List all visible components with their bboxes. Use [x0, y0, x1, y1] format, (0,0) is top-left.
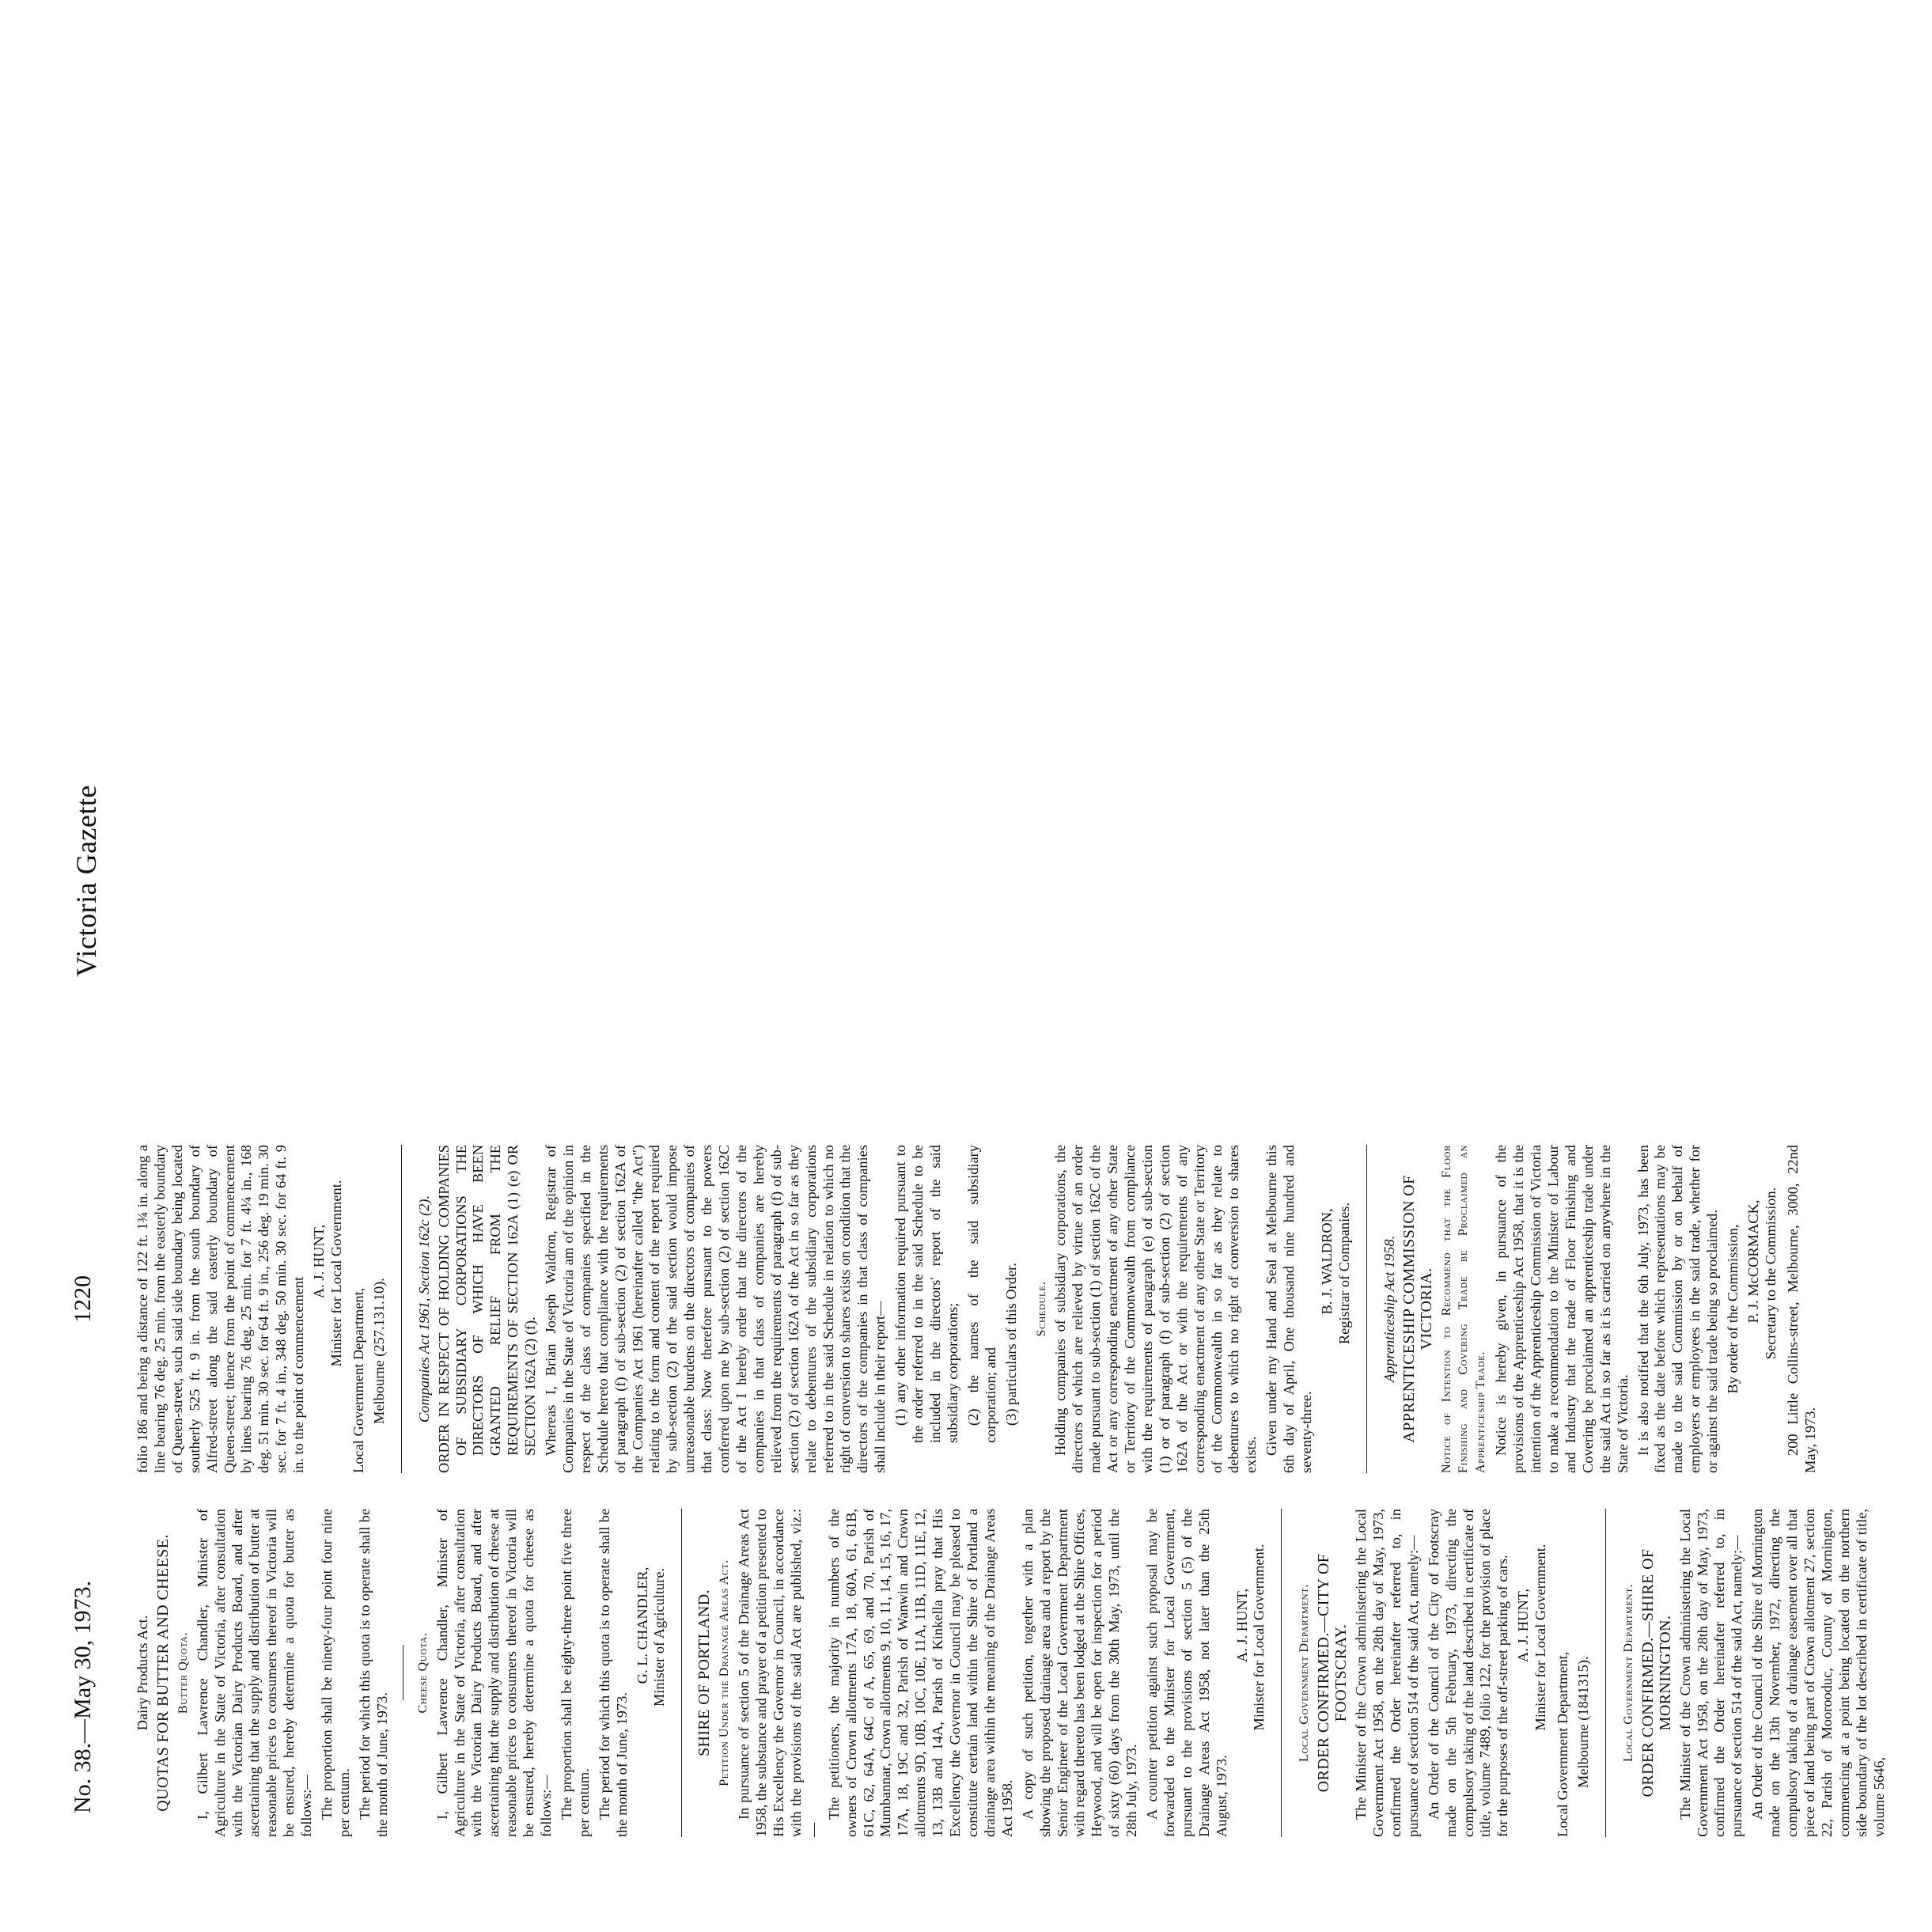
column-right-empty: [134, 781, 1891, 1109]
mornington-paragraph-1: The Minister of the Crown administering the Local Government Act 1958, on the 28th day of May, 1973, confirmed the Order hereinafter referred to, in pursuance of section 514 of the said Act, namely:—: [1676, 1509, 1745, 1837]
companies-act-reference: Companies Act 1961, Section 162c (2).: [415, 1195, 432, 1423]
butter-quota-heading: Butter Quota.: [176, 1631, 190, 1714]
mornington-title: ORDER CONFIRMED.—SHIRE OF MORNINGTON.: [1638, 1548, 1674, 1798]
cheese-proportion: The proportion shall be eighty-three point five three per centum.: [558, 1509, 592, 1837]
companies-order-title: ORDER IN RESPECT OF HOLDING COMPANIES OF SUBSIDIARY CORPORATIONS THE DIRECTORS OF WHICH HAVE BEEN GRANTED RELIEF FROM THE REQUIREMENTS OF SECTION 162A (1) (e) OR SECTION 162A (2) (f).: [435, 1145, 539, 1473]
dairy-quota-title: QUOTAS FOR BUTTER AND CHEESE.: [153, 1534, 172, 1812]
column-middle: [134, 1145, 1891, 1473]
schedule-heading: Schedule.: [1034, 1281, 1048, 1337]
portland-paragraph-1: In pursuance of section 5 of the Drainage Areas Act 1958, the substance and prayer of a petition presented to His Excellency the Governor in Council, in accordance with the provisions of the said Act are published, viz.:—: [736, 1509, 821, 1837]
footscray-address-line-2: Melbourne (1841315).: [1574, 1656, 1591, 1788]
easement-signatory: A. J. HUNT,: [311, 1224, 328, 1299]
portland-paragraph-2: The petitioners, the majority in numbers of the owners of Crown allotments 17A, 18, 60A, 61, 61B, 61C, 62, 64A, 64C of A, 65, 69, and 70, Parish of Mumbannar, Crown allotments 9, 10, 11, 14, 15, 16, 17, 17A, 18, 19C and 32, Parish of Wanwin and Crown allotments 9D, 10B, 10C, 10E, 11A, 11B, 11D, 11E, 12, 13, 13B and 14A, Parish of Kinkella pray that His Excellency the Governor in Council may be pleased to constitute certain land within the Shire of Portland a drainage area within the meaning of the Drainage Areas Act 1958.: [825, 1509, 1015, 1837]
apprenticeship-address-date: 200 Little Collins-street, Melbourne, 3000, 22nd May, 1973.: [1784, 1145, 1818, 1473]
publication-title: Victoria Gazette: [70, 785, 102, 977]
portland-minister-title: Minister for Local Government.: [1251, 1544, 1267, 1731]
easement-address-line-1: Local Government Department,: [350, 1287, 366, 1473]
report-condition-2: (2) the names of the said subsidiary corporation; and: [964, 1145, 998, 1443]
divider-long: [401, 1145, 402, 1473]
apprenticeship-order-line: By order of the Commission,: [1725, 1224, 1741, 1394]
issue-number-date: No. 38.—May 30, 1973.: [70, 1580, 96, 1813]
divider-long: [1366, 1145, 1367, 1473]
report-condition-3: (3) particulars of this Order.: [1002, 1263, 1019, 1426]
apprenticeship-commission-title: APPRENTICESHIP COMMISSION OF VICTORIA.: [1400, 1175, 1435, 1443]
footscray-department: Local Government Department.: [1297, 1584, 1312, 1763]
footscray-address-line-1: Local Government Department,: [1555, 1651, 1571, 1837]
easement-minister-title: Minister for Local Government.: [328, 1180, 344, 1367]
companies-order-paragraph: Whereas I, Brian Joseph Waldron, Registrar of Companies in the State of Victoria am of the opinion in respect of the class of companies specified in the Schedule hereto that compliance with the requirements of paragraph (f) of sub-section (2) of section 162A of the Companies Act 1961 (hereinafter called "the Act") relating to the form and content of the report required by sub-section (2) of the said section would impose unreasonable burdens on the directors of companies of that class: Now therefore pursuant to the powers conferred upon me by sub-section (2) of section 162C of the Act I hereby order that the directors of the companies in that class of companies are hereby relieved from the requirements of paragraph (f) of sub-section (2) of section 162A of the Act in so far as they relate to debentures of the subsidiary corporations referred to in the said Schedule in relation to which no right of conversion to shares exists on condition that the directors of the companies in that class of companies shall include in their report—: [543, 1145, 888, 1473]
butter-quota-paragraph: I, Gilbert Lawrence Chandler, Minister of Agriculture in the State of Victoria, after consultation with the Victorian Dairy Products Board, and after ascertaining that the supply and distribution of butter at reasonable prices to consumers thereof in Victoria will be ensured, hereby determine a quota for butter as follows:—: [194, 1509, 315, 1837]
dairy-act-name: Dairy Products Act.: [134, 1615, 150, 1731]
divider-long: [1605, 1509, 1606, 1837]
butter-proportion: The proportion shall be ninety-four point four nine per centum.: [319, 1509, 352, 1837]
apprenticeship-signatory: P. J. McCORMACK,: [1744, 1199, 1761, 1324]
footscray-title: ORDER CONFIRMED.—CITY OF FOOTSCRAY.: [1315, 1553, 1351, 1793]
footscray-paragraph-1: The Minister of the Crown administering the Local Government Act 1958, on the 28th day of May, 1973, confirmed the Order hereinafter referred to, in pursuance of section 514 of the said Act, namely:—: [1353, 1509, 1421, 1837]
apprenticeship-secretary-title: Secretary to the Commission.: [1762, 1187, 1779, 1360]
apprenticeship-paragraph-1: Notice is hereby given, in pursuance of the provisions of the Apprenticeship Act 1958, that it is the intention of the Apprenticeship Commission of Victoria to make a recommendation to the Minister of Labour and Industry that the trade of Floor Finishing and Covering be proclaimed an apprenticeship trade under the said Act in so far as it is carried on anywhere in the State of Victoria.: [1493, 1145, 1631, 1473]
page-header: [70, 785, 104, 1813]
schedule-text: Holding companies of subsidiary corporations, the directors of which are relieved by virtue of an order made pursuant to sub-section (1) of section 162C of the Act or any corresponding enactment of any other State or Territory of the Commonwealth from compliance with the requirements of paragraph (e) of sub-section (1) or of paragraph (f) of sub-section (2) of section 162A of the Act or with the requirements of any corresponding enactment of any other State or Territory of the Commonwealth in so far as they relate to debentures to which no right of conversion to shares exists.: [1052, 1145, 1260, 1473]
divider-long: [681, 1509, 682, 1837]
apprenticeship-act-reference: Apprenticeship Act 1958.: [1381, 1235, 1397, 1383]
registrar-signatory: B. J. WALDRON,: [1319, 1208, 1335, 1315]
mornington-paragraph-2: An Order of the Council of the Shire of Mornington made on the 13th November, 1972, directing the compulsory taking of a drainage easement over all that piece of land being part of Crown allotment 27, section 22, Parish of Moorooduc, County of Mornington, commencing at a point being located on the northern side boundary of the lot described in certificate of title, volume 5646,: [1749, 1509, 1887, 1837]
portland-signatory: A. J. HUNT,: [1233, 1588, 1250, 1663]
report-condition-1: (1) any other information required pursuant to the order referred to in the said Schedule to be included in the directors' report of the said subsidiary corporations;: [892, 1145, 960, 1443]
column-left: [134, 1509, 1891, 1837]
cheese-period: The period for which this quota is to operate shall be the month of June, 1973.: [596, 1509, 630, 1837]
apprenticeship-notice-subtitle: Notice of Intention to Recommend that the Floor Finishing and Covering Trade be Proclaimed an Apprenticeship Trade.: [1439, 1145, 1488, 1473]
easement-continuation: folio 186 and being a distance of 122 ft. 1¾ in. along a line bearing 76 deg. 25 min. from the easterly boundary of Queen-street, such said side boundary being located southerly 525 ft. 9 in. from the south boundary of Alfred-street along the said easterly boundary of Queen-street; thence from the point of commencement by lines bearing 76 deg. 25 min. for 7 ft. 4¼ in., 168 deg. 51 min. 30 sec. for 64 ft. 9 in., 256 deg. 19 min. 30 sec. for 7 ft. 4 in., 348 deg. 50 min. 30 sec. for 64 ft. 9 in. to the point of commencement: [134, 1145, 307, 1473]
portland-subtitle: Petition Under the Drainage Areas Act.: [718, 1559, 732, 1786]
portland-paragraph-4: A counter petition against such proposal may be forwarded to the Minister for Local Government, pursuant to the provisions of section 5 (5) of the Drainage Areas Act 1958, not later than the 25th August, 1973.: [1144, 1509, 1229, 1837]
registrar-title: Registrar of Companies.: [1335, 1202, 1352, 1345]
page-number: 1220: [70, 1275, 96, 1323]
mornington-department: Local Government Department.: [1621, 1584, 1635, 1763]
divider-long: [1281, 1509, 1282, 1837]
apprenticeship-paragraph-2: It is also notified that the 6th July, 1973, has been fixed as the date before which representations may be made to the said Commission by or on behalf of employers or employees in the said trade, whether for or against the said trade being so proclaimed.: [1635, 1145, 1721, 1473]
portland-paragraph-3: A copy of such petition, together with a plan showing the proposed drainage area and a report by the Senior Engineer of the Local Government Department with regard thereto has been lodged at the Shire Offices, Heywood, and will be open for inspection for a period of sixty (60) days from the 30th May, 1973, until the 28th July, 1973.: [1019, 1509, 1140, 1837]
given-under-hand: Given under my Hand and Seal at Melbourne this 6th day of April, One thousand nine hundred and seventy-three.: [1263, 1145, 1315, 1473]
rotated-page: [0, 704, 1932, 1932]
footscray-signatory: A. J. HUNT,: [1515, 1588, 1532, 1663]
footscray-paragraph-2: An Order of the Council of the City of Footscray made on the 5th February, 1973, directing the compulsory taking of the land described in certificate of title, volume 7489, folio 122, for the provision of place for the purposes of the off-street parking of cars.: [1425, 1509, 1511, 1837]
footscray-minister-title: Minister for Local Government.: [1532, 1544, 1549, 1731]
butter-period: The period for which this quota is to operate shall be the month of June, 1973.: [356, 1509, 390, 1837]
agriculture-minister-title: Minister of Agriculture.: [651, 1567, 668, 1707]
easement-address-line-2: Melbourne (257.131.10).: [370, 1278, 387, 1424]
agriculture-signatory: G. L. CHANDLER,: [634, 1566, 650, 1684]
cheese-quota-paragraph: I, Gilbert Lawrence Chandler, Minister of Agriculture in the State of Victoria, after consultation with the Victorian Dairy Products Board, and after ascertaining that the supply and distribution of cheese at reasonable prices to consumers thereof in Victoria will be ensured, hereby determine a quota for cheese as follows:—: [434, 1509, 555, 1837]
portland-title: SHIRE OF PORTLAND.: [695, 1589, 714, 1757]
cheese-quota-heading: Cheese Quota.: [415, 1632, 430, 1714]
